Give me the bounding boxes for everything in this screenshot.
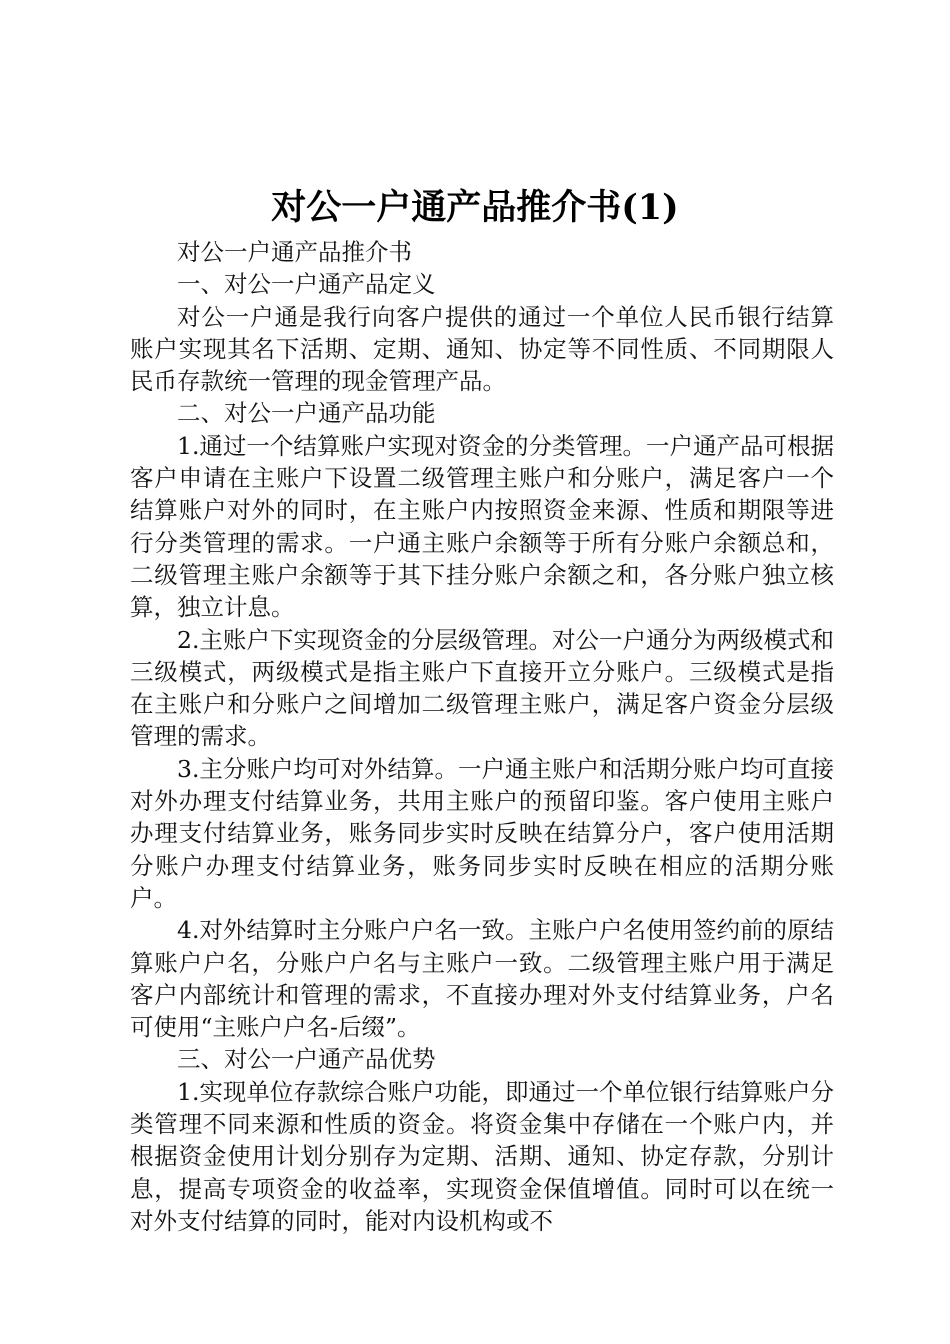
paragraph-function-1: 1.通过一个结算账户实现对资金的分类管理。一户通产品可根据客户申请在主账户下设置二级管理主账户和分账户，满足客户一个结算账户对外的同时，在主账户内按照资金来源、性质和期限等进行分类管理的需求。一户通主账户余额等于所有分账户余额总和，二级管理主账户余额等于其下挂分账户余额之和，各分账户独立核算，独立计息。	[130, 431, 834, 622]
paragraph-function-2: 2.主账户下实现资金的分层级管理。对公一户通分为两级模式和三级模式，两级模式是指主账户下直接开立分账户。三级模式是指在主账户和分账户之间增加二级管理主账户，满足客户资金分层级管理的需求。	[130, 625, 834, 751]
document-body	[130, 236, 834, 1237]
document-title: 对公一户通产品推介书(1)	[271, 187, 679, 228]
paragraph-advantage-1: 1.实现单位存款综合账户功能，即通过一个单位银行结算账户分类管理不同来源和性质的资金。将资金集中存储在一个账户内，并根据资金使用计划分别存为定期、活期、通知、协定存款，分别计息，提高专项资金的收益率，实现资金保值增值。同时可以在统一对外支付结算的同时，能对内设机构或不	[130, 1077, 834, 1235]
paragraph-definition: 对公一户通是我行向客户提供的通过一个单位人民币银行结算账户实现其名下活期、定期、通知、协定等不同性质、不同期限人民币存款统一管理的现金管理产品。	[130, 302, 834, 396]
section-heading-advantages: 三、对公一户通产品优势	[177, 1045, 436, 1074]
paragraph-function-3: 3.主分账户均可对外结算。一户通主账户和活期分账户均可直接对外办理支付结算业务，共用主账户的预留印鉴。客户使用主账户办理支付结算业务，账务同步实时反映在结算分户，客户使用活期分账户办理支付结算业务，账务同步实时反映在相应的活期分账户。	[130, 754, 834, 912]
paragraph-function-4: 4.对外结算时主分账户户名一致。主账户户名使用签约前的原结算账户户名，分账户户名与主账户一致。二级管理主账户用于满足客户内部统计和管理的需求，不直接办理对外支付结算业务，户名可使用“主账户户名-后缀”。	[130, 916, 834, 1042]
paragraph-doc-heading: 对公一户通产品推介书	[177, 238, 412, 266]
section-heading-functions: 二、对公一户通产品功能	[177, 399, 436, 428]
section-heading-definition: 一、对公一户通产品定义	[177, 270, 436, 299]
